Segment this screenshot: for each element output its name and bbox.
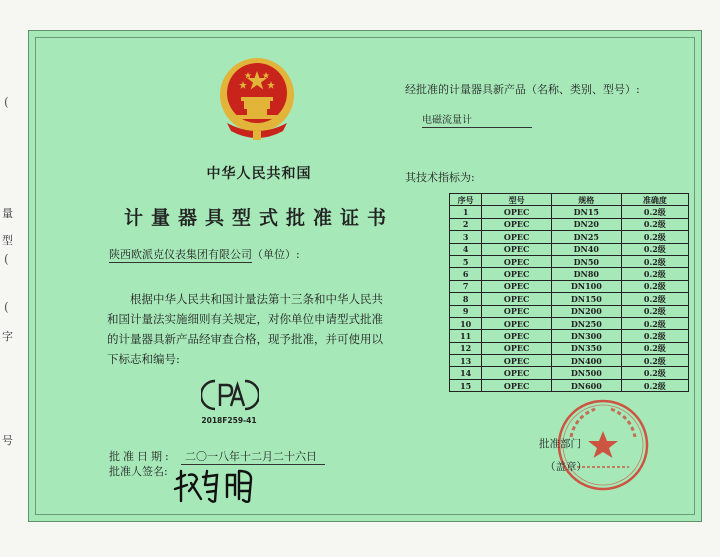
cell-no: 6 [450,268,482,280]
cell-accuracy: 0.2级 [621,206,688,218]
cell-no: 1 [450,206,482,218]
approval-date-row [109,448,325,464]
table-row [450,317,689,329]
cell-accuracy: 0.2级 [621,330,688,342]
col-header-accuracy: 准确度 [621,194,688,206]
cell-spec: DN100 [551,280,621,292]
table-header-row [450,194,689,206]
cell-accuracy: 0.2级 [621,367,688,379]
table-row [450,355,689,367]
cell-type: OPEC [482,305,552,317]
tech-heading: 其技术指标为: [405,171,475,184]
country-name: 中华人民共和国 [206,166,312,182]
cell-no: 12 [450,342,482,354]
cell-spec: DN600 [551,379,621,391]
cell-type: OPEC [482,243,552,255]
cell-type: OPEC [482,218,552,230]
cell-type: OPEC [482,330,552,342]
cell-spec: DN40 [551,243,621,255]
product-heading: 经批准的计量器具新产品（名称、类别、型号）: [405,83,640,96]
cell-no: 15 [450,379,482,391]
cell-spec: DN25 [551,231,621,243]
approving-authority-label: 批准部门 [539,438,581,450]
col-header-type: 型号 [482,194,552,206]
cell-accuracy: 0.2级 [621,293,688,305]
cell-no: 4 [450,243,482,255]
product-name: 电磁流量计 [422,111,532,128]
cell-no: 10 [450,317,482,329]
cell-spec: DN200 [551,305,621,317]
date-label: 批准日期: [109,450,172,463]
cell-no: 2 [450,218,482,230]
cell-spec: DN500 [551,367,621,379]
cell-type: OPEC [482,268,552,280]
cell-accuracy: 0.2级 [621,255,688,267]
cell-accuracy: 0.2级 [621,218,688,230]
edge-bracket: ( [4,95,9,109]
table-row [450,379,689,391]
cell-spec: DN50 [551,255,621,267]
table-row [450,367,689,379]
cell-accuracy: 0.2级 [621,305,688,317]
cell-type: OPEC [482,206,552,218]
cell-spec: DN350 [551,342,621,354]
cell-accuracy: 0.2级 [621,317,688,329]
table-row [450,268,689,280]
company-name: 陕西欧派克仪表集团有限公司 [109,248,252,261]
cell-accuracy: 0.2级 [621,379,688,391]
unit-suffix: （单位）: [252,248,300,261]
edge-char-4: 号 [2,434,13,447]
cpa-code: 2018F259-41 [201,416,257,425]
col-header-no: 序号 [450,194,482,206]
edge-char-3: 字 [2,330,13,343]
cell-spec: DN15 [551,206,621,218]
cell-no: 7 [450,280,482,292]
cpa-mark-icon [201,378,259,412]
cell-spec: DN150 [551,293,621,305]
cell-spec: DN300 [551,330,621,342]
spec-table [449,193,689,392]
cell-type: OPEC [482,231,552,243]
cell-accuracy: 0.2级 [621,243,688,255]
table-row [450,342,689,354]
adjacent-page-edge [0,0,28,557]
cell-type: OPEC [482,317,552,329]
cell-accuracy: 0.2级 [621,280,688,292]
cell-no: 5 [450,255,482,267]
cell-no: 9 [450,305,482,317]
handwritten-signature [171,465,257,507]
cell-accuracy: 0.2级 [621,342,688,354]
certificate-title: 计量器具型式批准证书 [123,207,394,229]
cell-type: OPEC [482,255,552,267]
cell-type: OPEC [482,367,552,379]
cell-no: 8 [450,293,482,305]
table-row [450,255,689,267]
cell-spec: DN80 [551,268,621,280]
col-header-spec: 规格 [551,194,621,206]
cell-type: OPEC [482,342,552,354]
cell-spec: DN250 [551,317,621,329]
cell-type: OPEC [482,293,552,305]
table-row [450,243,689,255]
cell-accuracy: 0.2级 [621,231,688,243]
cell-spec: DN20 [551,218,621,230]
cell-no: 3 [450,231,482,243]
cell-accuracy: 0.2级 [621,268,688,280]
cell-no: 13 [450,355,482,367]
table-row [450,293,689,305]
edge-char-2: 型 [2,234,13,247]
edge-bracket: ( [4,300,9,314]
national-emblem-icon [217,53,297,143]
seal-note: （盖章） [545,461,587,473]
edge-char-1: 量 [2,207,13,220]
approval-text: 根据中华人民共和国计量法第十三条和中华人民共和国计量法实施细则有关规定，对你单位申请型式批准的计量器具新产品经审查合格，现予批准，并可使用以下标志和编号: [107,292,383,366]
table-row [450,218,689,230]
cell-type: OPEC [482,355,552,367]
table-row [450,305,689,317]
cell-type: OPEC [482,280,552,292]
cell-no: 11 [450,330,482,342]
table-row [450,206,689,218]
table-row [450,231,689,243]
cell-type: OPEC [482,379,552,391]
cell-no: 14 [450,367,482,379]
cell-accuracy: 0.2级 [621,355,688,367]
table-row [450,330,689,342]
edge-bracket: ( [4,252,9,266]
cell-spec: DN400 [551,355,621,367]
date-value: 二〇一八年十二月二十六日 [181,450,325,465]
table-row [450,280,689,292]
certificate [28,30,702,522]
company-row [109,246,300,262]
signer-label: 批准人签名: [109,465,168,478]
